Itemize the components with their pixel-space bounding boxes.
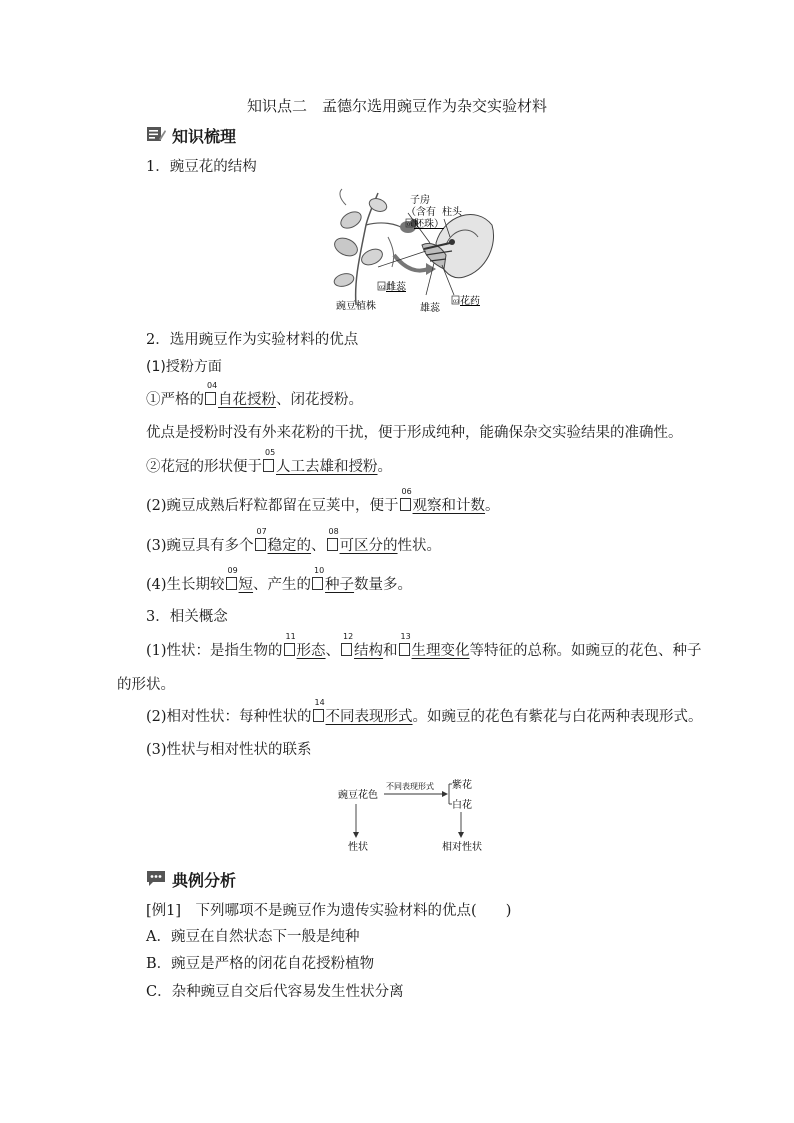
item2-point4: (3)豌豆具有多个 07 稳定的、 08 可区分的性状。 [146,527,442,554]
diagram-source: 豌豆花色 [338,790,378,801]
notebook-icon [146,125,166,143]
answer-text: 观察和计数 [412,498,486,514]
answer-text: 形态 [296,643,326,659]
answer-blank: 05 [263,459,274,472]
answer-blank: 10 [312,577,323,590]
diagram-purple: 紫花 [452,780,472,791]
answer-blank: 06 [400,498,411,511]
trait-relation-diagram [330,770,500,855]
item2-heading: 2．选用豌豆作为实验材料的优点 [146,332,359,348]
anther-answer: 花药 [460,296,480,307]
stamen-label: 雄蕊 [420,303,440,314]
answer-blank: 07 [255,538,266,551]
stigma-label: 柱头 [442,207,462,218]
item3-trait-continued: 的形状。 [117,677,175,693]
section-knowledge: 知识梳理 [172,127,237,146]
pistil-answer: 雌蕊 [386,282,406,293]
item3-relative-trait: (2)相对性状：每种性状的 14 不同表现形式。如豌豆的花色有紫花与白花两种表现形式。 [146,698,703,725]
item2-point1: ①严格的 04 自花授粉、闭花授粉。 [146,381,363,408]
answer-text: 种子 [325,577,355,593]
item2-point2: ②花冠的形状便于 05 人工去雄和授粉。 [146,448,392,475]
answer-text: 可区分的 [339,538,398,554]
answer-text: 短 [238,577,254,593]
item3-link-heading: (3)性状与相对性状的联系 [146,742,312,758]
example-option-c: C．杂种豌豆自交后代容易发生性状分离 [146,984,404,1000]
anther-number: 03 [453,299,460,305]
item2-sub1: (1)授粉方面 [146,359,222,375]
item1-heading: 1．豌豆花的结构 [146,159,257,175]
diagram-relative-trait: 相对性状 [442,842,482,853]
plant-label: 豌豆植株 [336,301,376,312]
answer-blank: 14 [313,709,324,722]
answer-blank: 09 [226,577,237,590]
item2-point5: (4)生长期较 09 短、产生的 10 种子数量多。 [146,566,413,593]
answer-text: 生理变化 [411,643,470,659]
pistil-number: 02 [379,285,386,291]
example-question: [例1] 下列哪项不是豌豆作为遗传实验材料的优点( ) [146,903,512,919]
answer-blank: 13 [399,643,410,656]
answer-text: 人工去雄和授粉 [276,459,378,475]
ovary-label-2: （含有 [406,207,436,218]
chat-bubble-icon [146,869,166,887]
answer-text: 稳定的 [267,538,312,554]
pea-flower-figure [326,185,496,315]
item2-explanation: 优点是授粉时没有外来花粉的干扰，便于形成纯种，能确保杂交实验结果的准确性。 [146,425,683,441]
item2-point3: (2)豌豆成熟后籽粒都留在豆荚中，便于 06 观察和计数。 [146,487,500,514]
diagram-trait: 性状 [348,842,368,853]
answer-text: 结构 [354,643,384,659]
item3-heading: 3．相关概念 [146,609,228,625]
diagram-white: 白花 [452,800,472,811]
ovary-label: 子房 [410,195,430,206]
answer-blank: 11 [284,643,295,656]
item3-trait-definition: (1)性状：是指生物的 11 形态、 12 结构和 13 生理变化等特征的总称。如豌豆的花色、种子 [146,632,702,659]
answer-blank: 08 [327,538,338,551]
answer-text: 不同表现形式 [325,709,413,725]
example-option-a: A．豌豆在自然状态下一般是纯种 [146,929,360,945]
ovule-answer: 胚珠） [414,219,444,230]
answer-blank: 12 [341,643,352,656]
example-option-b: B．豌豆是严格的闭花自花授粉植物 [146,956,375,972]
page-title: 知识点二 孟德尔选用豌豆作为杂交实验材料 [246,97,547,115]
answer-blank: 04 [205,392,216,405]
diagram-arrow-label: 不同表现形式 [386,782,434,791]
answer-text: 自花授粉 [218,392,276,408]
section-example: 典例分析 [172,871,237,890]
ovule-number: 01 [407,222,414,228]
